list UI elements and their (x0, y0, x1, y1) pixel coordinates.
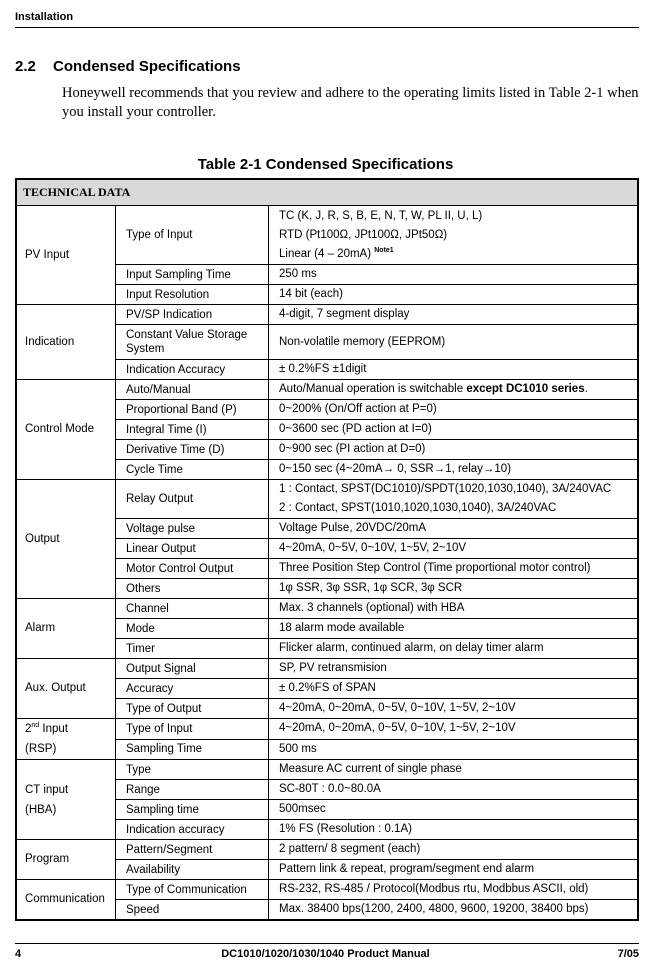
manual-title: DC1010/1020/1030/1040 Product Manual (221, 948, 430, 960)
value-line (279, 780, 637, 799)
value-text: 4~20mA, 0~5V, 0~10V, 1~5V, 2~10V (279, 542, 467, 554)
category-label: Indication (25, 335, 75, 348)
value-text: SC-80T : 0.0~80.0A (279, 783, 381, 795)
value-line (279, 579, 637, 598)
footer-rule (15, 943, 639, 944)
table-heading-row (16, 179, 638, 206)
item-value (269, 579, 639, 599)
value-line (279, 207, 637, 226)
category-label: Program (25, 853, 70, 865)
item-label: Integral Time (I) (116, 420, 269, 440)
value-line (279, 800, 637, 819)
item-label: Type of Output (116, 699, 269, 719)
value-text: 250 ms (279, 268, 317, 280)
category-label: Aux. Output (25, 682, 86, 694)
item-label: Sampling time (116, 800, 269, 820)
value-text: 18 alarm mode available (279, 622, 405, 634)
value-text: 4~20mA, 0~20mA, 0~5V, 0~10V, 1~5V, 2~10V (279, 722, 516, 735)
value-line (279, 880, 637, 899)
item-value (269, 820, 639, 840)
value-line (279, 245, 637, 264)
revision-date: 7/05 (617, 948, 639, 960)
table-row (16, 659, 638, 679)
table-title: Table 2-1 Condensed Specifications (197, 156, 454, 173)
item-value (269, 460, 639, 480)
item-label: Constant Value Storage System (116, 325, 269, 360)
category-label: CT input (25, 783, 69, 796)
value-text: Measure AC current of single phase (279, 763, 462, 775)
item-label: Mode (116, 619, 269, 639)
item-label: Indication Accuracy (116, 360, 269, 380)
value-text: TC (K, J, R, S, B, E, N, T, W, PL II, U, L) (279, 209, 483, 222)
value-line (279, 840, 637, 859)
value-text: Three Position Step Control (Time proportional motor control) (279, 562, 591, 574)
value-line (279, 420, 637, 439)
category-label: Output (25, 532, 60, 545)
item-value (269, 539, 639, 559)
item-value (269, 739, 639, 760)
item-value (269, 440, 639, 460)
section-heading (15, 58, 241, 75)
item-value (269, 860, 639, 880)
value-text: 0~150 sec (4~20mA→ 0, SSR→1, relay→10) (279, 463, 512, 475)
value-text: 2 : Contact, SPST(1010,1020,1030,1040), 3A/240VAC (279, 502, 557, 514)
value-line (279, 265, 637, 284)
value-line (279, 900, 637, 919)
category-label: Communication (25, 893, 105, 905)
item-value (269, 206, 639, 265)
item-label: Timer (116, 639, 269, 659)
category-cell (16, 305, 116, 380)
item-label: Relay Output (116, 480, 269, 519)
item-label: Derivative Time (D) (116, 440, 269, 460)
item-value (269, 639, 639, 659)
table-row (16, 760, 638, 780)
value-line (279, 639, 637, 658)
item-value (269, 699, 639, 719)
item-value (269, 360, 639, 380)
value-text: Max. 3 channels (optional) with HBA (279, 602, 465, 614)
item-value (269, 619, 639, 639)
value-text: 0~200% (On/Off action at P=0) (279, 403, 437, 415)
item-value (269, 380, 639, 400)
item-value (269, 780, 639, 800)
value-text: Pattern link & repeat, program/segment end alarm (279, 863, 535, 875)
value-line (279, 559, 637, 578)
value-line (279, 599, 637, 618)
item-label: Type of Input (116, 719, 269, 740)
value-line (279, 659, 637, 678)
value-text: Voltage Pulse, 20VDC/20mA (279, 522, 427, 534)
value-text: 1 : Contact, SPST(DC1010)/SPDT(1020,1030,1040), 3A/240VAC (279, 483, 612, 495)
intro-paragraph: Honeywell recommends that you review and adhere to the operating limits listed in Table 2-1 when you install your controller. (62, 85, 639, 120)
value-line (279, 226, 637, 245)
specifications-table (15, 178, 639, 921)
value-text: 2 pattern/ 8 segment (each) (279, 843, 421, 855)
value-line (279, 380, 637, 399)
value-text: Max. 38400 bps(1200, 2400, 4800, 9600, 19200, 38400 bps) (279, 903, 589, 915)
item-value (269, 265, 639, 285)
item-value (269, 599, 639, 619)
value-line (279, 699, 637, 718)
item-label: Channel (116, 599, 269, 619)
item-label: Availability (116, 860, 269, 880)
value-line (279, 440, 637, 459)
category-cell (16, 480, 116, 599)
value-text: RS-232, RS-485 / Protocol(Modbus rtu, Modbbus ASCII, old) (279, 883, 589, 895)
item-label: Sampling Time (116, 739, 269, 760)
category-label: Alarm (25, 622, 56, 634)
item-value (269, 900, 639, 921)
item-value (269, 760, 639, 780)
item-label: Input Resolution (116, 285, 269, 305)
value-text: 0~900 sec (PI action at D=0) (279, 443, 426, 455)
value-line (279, 460, 637, 479)
category-label: Control Mode (25, 423, 95, 435)
item-label: Pattern/Segment (116, 840, 269, 860)
value-text: ± 0.2%FS of SPAN (279, 682, 376, 694)
value-line (279, 740, 637, 759)
value-line (279, 480, 637, 499)
value-text: 0~3600 sec (PD action at I=0) (279, 423, 432, 435)
value-line (279, 719, 637, 738)
value-text: Non-volatile memory (EEPROM) (279, 335, 446, 348)
item-label: Accuracy (116, 679, 269, 699)
value-text: ± 0.2%FS ±1digit (279, 363, 367, 375)
value-line (279, 619, 637, 638)
value-text: 4~20mA, 0~20mA, 0~5V, 0~10V, 1~5V, 2~10V (279, 702, 516, 714)
category-label: PV Input (25, 248, 70, 261)
item-label: Input Sampling Time (116, 265, 269, 285)
item-label: Type of Communication (116, 880, 269, 900)
item-label: Speed (116, 900, 269, 921)
header-rule (15, 27, 639, 28)
item-label: Range (116, 780, 269, 800)
running-header: Installation (15, 11, 74, 23)
table-row (16, 380, 638, 400)
value-text: . (584, 383, 588, 395)
value-line (279, 305, 637, 324)
table-row (16, 480, 638, 519)
category-cell: 2nd Input (RSP) (16, 719, 116, 760)
item-label: Linear Output (116, 539, 269, 559)
category-cell (16, 599, 116, 659)
table-row (16, 880, 638, 900)
item-label: Type (116, 760, 269, 780)
category-cell (16, 880, 116, 921)
value-text: SP, PV retransmision (279, 662, 387, 674)
value-line (279, 860, 637, 879)
value-text: RTD (Pt100Ω, JPt100Ω, JPt50Ω) (279, 228, 448, 241)
table-row (16, 840, 638, 860)
value-line (279, 539, 637, 558)
item-label: Cycle Time (116, 460, 269, 480)
category-cell (16, 760, 116, 840)
item-label: Output Signal (116, 659, 269, 679)
section-number: 2.2 (15, 58, 36, 75)
item-label: Type of Input (116, 206, 269, 265)
item-value (269, 519, 639, 539)
value-text: Auto/Manual operation is switchable (279, 383, 467, 395)
item-value (269, 659, 639, 679)
item-value (269, 800, 639, 820)
value-text: except DC1010 series (466, 383, 585, 395)
value-text: 500 ms (279, 742, 317, 755)
category-cell (16, 840, 116, 880)
table-row (16, 719, 638, 740)
item-value (269, 420, 639, 440)
value-text: Flicker alarm, continued alarm, on delay timer alarm (279, 642, 544, 654)
table-row (16, 599, 638, 619)
item-value (269, 305, 639, 325)
item-label: Motor Control Output (116, 559, 269, 579)
value-line (279, 400, 637, 419)
item-label: Proportional Band (P) (116, 400, 269, 420)
value-line (279, 679, 637, 698)
item-value (269, 719, 639, 740)
value-line (279, 519, 637, 538)
category-label: (HBA) (25, 803, 57, 816)
table-row (16, 305, 638, 325)
value-line (279, 333, 637, 352)
page-number: 4 (15, 948, 22, 960)
category-cell (16, 659, 116, 719)
value-line (279, 285, 637, 304)
item-label: Auto/Manual (116, 380, 269, 400)
value-text: 500msec (279, 803, 326, 815)
item-label: PV/SP Indication (116, 305, 269, 325)
value-text: 1φ SSR, 3φ SSR, 1φ SCR, 3φ SCR (279, 582, 463, 594)
item-label: Indication accuracy (116, 820, 269, 840)
item-value (269, 679, 639, 699)
table-row (16, 206, 638, 265)
item-value (269, 325, 639, 360)
item-value (269, 880, 639, 900)
value-text: 14 bit (each) (279, 288, 343, 300)
table-heading: TECHNICAL DATA (16, 179, 638, 206)
value-line (279, 360, 637, 379)
value-line (279, 499, 637, 518)
value-line (279, 820, 637, 839)
item-value (269, 400, 639, 420)
item-label: Others (116, 579, 269, 599)
value-text: Linear (4 – 20mA) (279, 247, 375, 260)
value-text: 4-digit, 7 segment display (279, 308, 410, 320)
value-text: 1% FS (Resolution : 0.1A) (279, 823, 412, 835)
category-cell (16, 206, 116, 305)
category-cell (16, 380, 116, 480)
item-value (269, 840, 639, 860)
item-label: Voltage pulse (116, 519, 269, 539)
value-line (279, 760, 637, 779)
item-value (269, 559, 639, 579)
note-reference: Note1 (374, 246, 394, 254)
section-title: Condensed Specifications (53, 58, 241, 75)
item-value (269, 285, 639, 305)
item-value (269, 480, 639, 519)
